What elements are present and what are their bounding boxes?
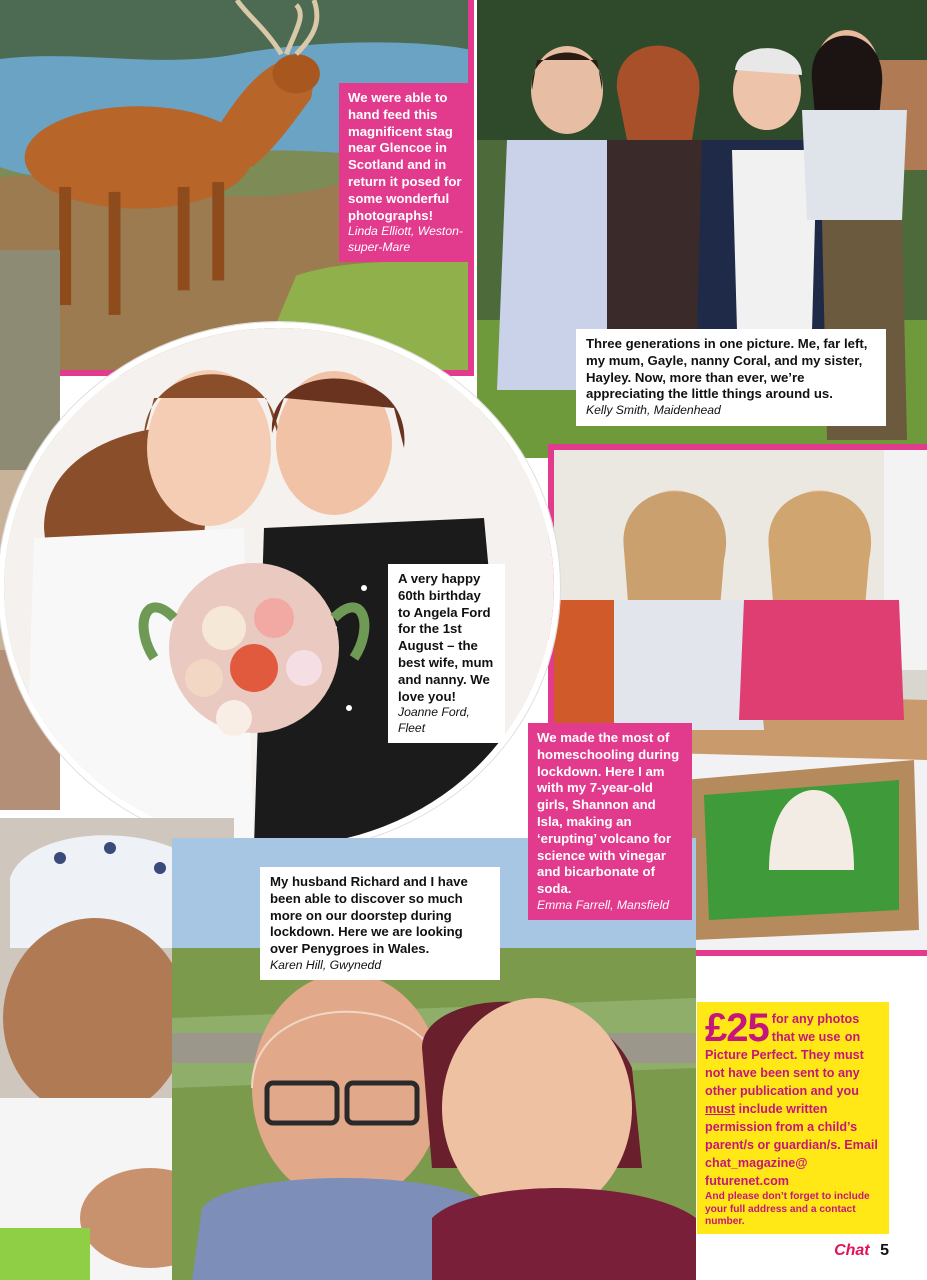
birthday-caption <box>388 564 505 743</box>
birthday-credit: Joanne Ford, Fleet <box>398 705 470 735</box>
promo-body-start: on Picture Perfect. They must not have been sent to any other publication and you <box>705 1030 864 1098</box>
promo-body <box>705 1030 878 1188</box>
doorstep-credit: Karen Hill, Gwynedd <box>270 957 382 972</box>
page-footer <box>834 1242 889 1260</box>
promo-box <box>697 1002 889 1234</box>
promo-body-end: include written permission from a child’s parent/s or guardian/s. Email chat_magazine@ futurenet.com <box>705 1102 878 1188</box>
promo-intro: for any photos that we use <box>771 1012 860 1044</box>
promo-small-print: And please don’t forget to include your full address and a contact number. <box>705 1191 870 1228</box>
page-number: 5 <box>880 1242 889 1259</box>
stag-caption <box>339 83 474 262</box>
stag-caption-text: We were able to hand feed this magnificent stag near Glencoe in Scotland and in return it posed for some wonderful photographs! <box>348 90 462 223</box>
magazine-brand: Chat <box>834 1242 870 1259</box>
homeschool-caption <box>528 723 692 920</box>
generations-caption-text: Three generations in one picture. Me, far left, my mum, Gayle, nanny Coral, and my sister, Hayley. Now, more than ever, we’re appreciating the little things around us. <box>586 336 868 402</box>
homeschool-credit: Emma Farrell, Mansfield <box>537 897 670 912</box>
doorstep-caption <box>260 867 500 980</box>
promo-amount: £25 <box>705 1006 769 1050</box>
homeschool-caption-text: We made the most of homeschooling during lockdown. Here I am with my 7-year-old girls, Shannon and Isla, making an ‘erupting’ volcano for science with vinegar and bicarbonate of soda. <box>537 730 680 897</box>
promo-emphasis: must <box>705 1102 736 1116</box>
generations-caption <box>576 329 886 426</box>
stag-credit: Linda Elliott, Weston-super-Mare <box>348 224 463 254</box>
doorstep-caption-text: My husband Richard and I have been able to discover so much more on our doorstep during lockdown. Here we are looking over Penygroes in Wales. <box>270 874 468 957</box>
birthday-caption-text: A very happy 60th birthday to Angela Ford for the 1st August – the best wife, mum and nanny. We love you! <box>398 571 494 704</box>
generations-credit: Kelly Smith, Maidenhead <box>586 403 721 418</box>
